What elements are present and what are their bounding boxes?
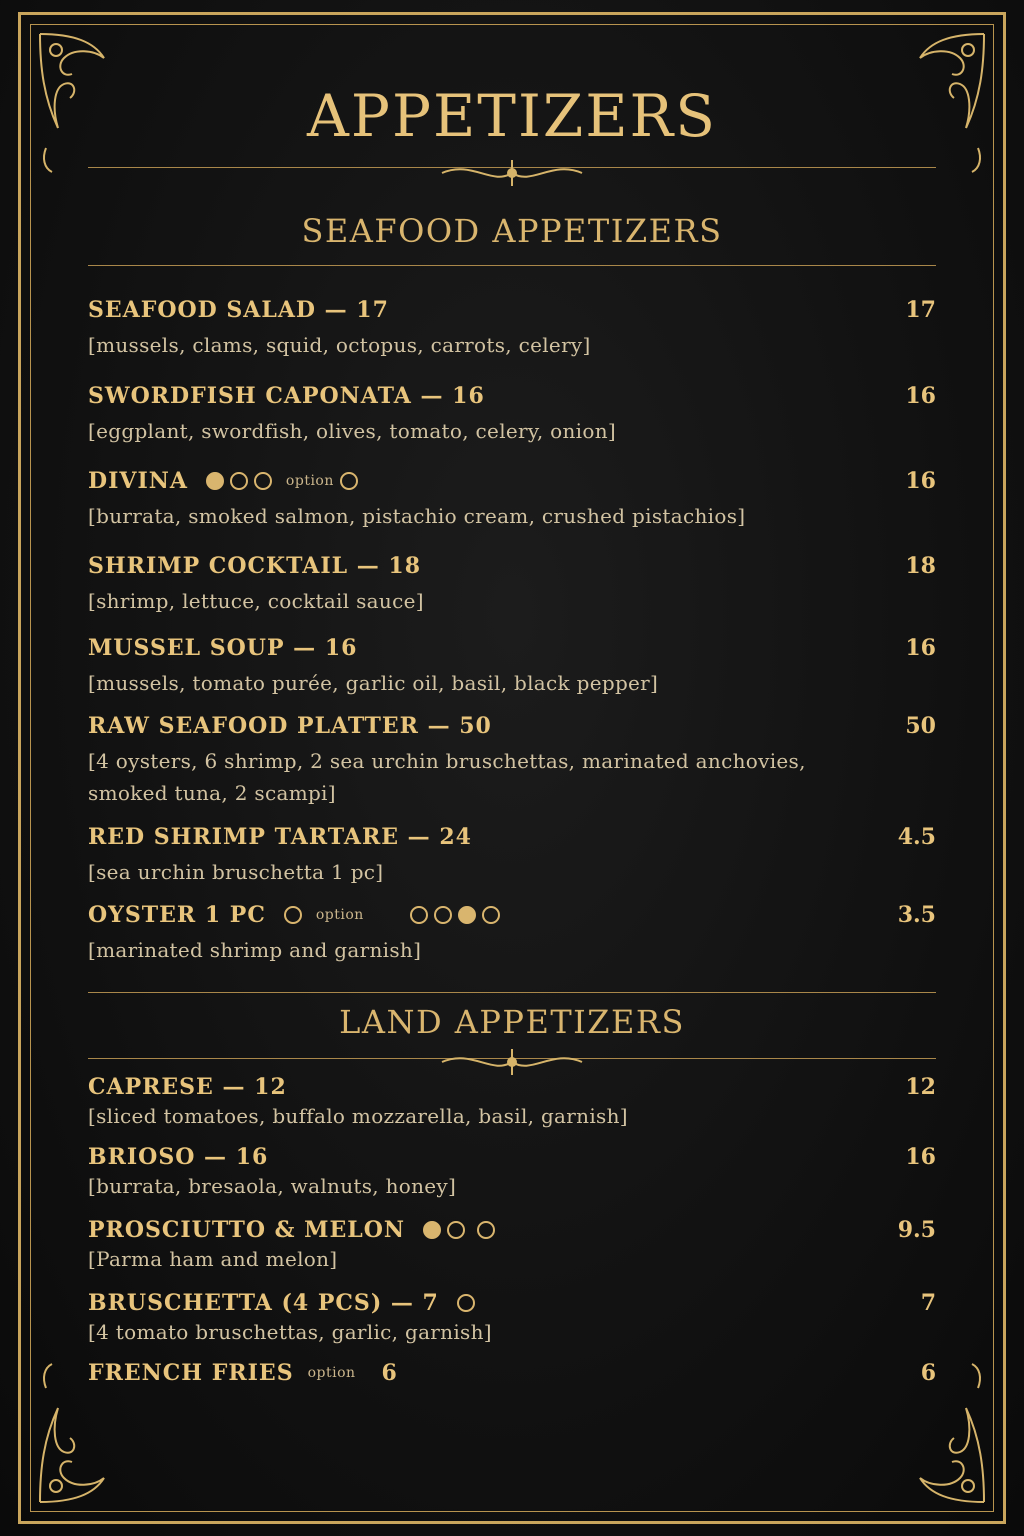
item-price: 7 [920, 1290, 936, 1316]
item-price: 3.5 [897, 902, 936, 928]
menu-item [88, 297, 936, 361]
menu-item [88, 553, 936, 617]
item-price: 16 [905, 635, 936, 661]
section-title-seafood: SEAFOOD APPETIZERS [301, 212, 723, 250]
item-price: 50 [905, 713, 936, 739]
menu-item [88, 902, 936, 966]
option-label: option [315, 907, 364, 923]
allergen-icon [477, 1221, 495, 1239]
item-name: RED SHRIMP TARTARE — 24 [88, 824, 472, 850]
item-name: SWORDFISH CAPONATA — 16 [88, 383, 485, 409]
page-title: APPETIZERS [307, 82, 717, 150]
item-description: [4 oysters, 6 shrimp, 2 sea urchin bruschettas, marinated anchovies, smoked tuna, 2 scampi] [88, 749, 806, 805]
allergen-icons [457, 1294, 475, 1312]
allergen-icons [206, 472, 358, 490]
item-name: PROSCIUTTO & MELON [88, 1217, 406, 1243]
menu-item [88, 1074, 936, 1132]
allergen-icons [284, 906, 500, 924]
item-description: [sea urchin bruschetta 1 pc] [88, 860, 384, 884]
item-name: SEAFOOD SALAD — 17 [88, 297, 389, 323]
item-description: [sliced tomatoes, buffalo mozzarella, basil, garnish] [88, 1104, 628, 1128]
item-price: 16 [905, 383, 936, 409]
allergen-icon [423, 1221, 441, 1239]
item-description: [Parma ham and melon] [88, 1247, 338, 1271]
divider [88, 265, 936, 266]
allergen-icon [340, 472, 358, 490]
allergen-icon [254, 472, 272, 490]
menu-item [88, 824, 936, 888]
menu-item [88, 635, 936, 699]
allergen-icon [410, 906, 428, 924]
item-name: OYSTER 1 PC [88, 902, 266, 928]
divider [88, 992, 936, 993]
inline-price: 6 [381, 1360, 398, 1386]
item-name-row [88, 1360, 936, 1386]
item-description: [mussels, tomato purée, garlic oil, basil, black pepper] [88, 671, 659, 695]
item-price: 17 [905, 297, 936, 323]
item-description: [burrata, smoked salmon, pistachio cream, crushed pistachios] [88, 504, 746, 528]
menu-item [88, 713, 936, 809]
item-price: 16 [905, 468, 936, 494]
menu-item [88, 1290, 936, 1348]
menu-item [88, 1144, 936, 1202]
item-name-row [88, 1290, 936, 1316]
item-description: [burrata, bresaola, walnuts, honey] [88, 1174, 457, 1198]
allergen-icon [447, 1221, 465, 1239]
allergen-icon [206, 472, 224, 490]
allergen-icon [434, 906, 452, 924]
item-price: 4.5 [897, 824, 936, 850]
item-price: 16 [905, 1144, 936, 1170]
item-description: [eggplant, swordfish, olives, tomato, celery, onion] [88, 419, 616, 443]
item-description: [mussels, clams, squid, octopus, carrots, celery] [88, 333, 591, 357]
option-label: option [307, 1365, 356, 1381]
item-price: 6 [920, 1360, 936, 1386]
item-price: 12 [905, 1074, 936, 1100]
item-name: DIVINA [88, 468, 188, 494]
allergen-icon [458, 906, 476, 924]
item-name: BRUSCHETTA (4 PCS) — 7 [88, 1290, 439, 1316]
item-name: SHRIMP COCKTAIL — 18 [88, 553, 422, 579]
item-price: 9.5 [897, 1217, 936, 1243]
item-name-row [88, 468, 936, 494]
menu-item [88, 383, 936, 447]
section-title-land: LAND APPETIZERS [339, 1003, 685, 1041]
option-label: option [285, 473, 334, 489]
item-name: FRENCH FRIES [88, 1360, 294, 1386]
allergen-icon [230, 472, 248, 490]
flourish-icon [432, 156, 592, 190]
item-name: RAW SEAFOOD PLATTER — 50 [88, 713, 492, 739]
item-name: CAPRESE — 12 [88, 1074, 287, 1100]
item-description: [4 tomato bruschettas, garlic, garnish] [88, 1320, 492, 1344]
item-name-row [88, 1217, 936, 1243]
item-price: 18 [905, 553, 936, 579]
menu-item [88, 468, 936, 532]
item-name: BRIOSO — 16 [88, 1144, 269, 1170]
item-name: MUSSEL SOUP — 16 [88, 635, 358, 661]
menu-item [88, 1360, 936, 1386]
allergen-icon [457, 1294, 475, 1312]
item-description: [shrimp, lettuce, cocktail sauce] [88, 589, 424, 613]
menu-item [88, 1217, 936, 1275]
allergen-icons [423, 1221, 495, 1239]
allergen-icon [482, 906, 500, 924]
item-name-row [88, 902, 936, 928]
item-description: [marinated shrimp and garnish] [88, 938, 422, 962]
allergen-icon [284, 906, 302, 924]
